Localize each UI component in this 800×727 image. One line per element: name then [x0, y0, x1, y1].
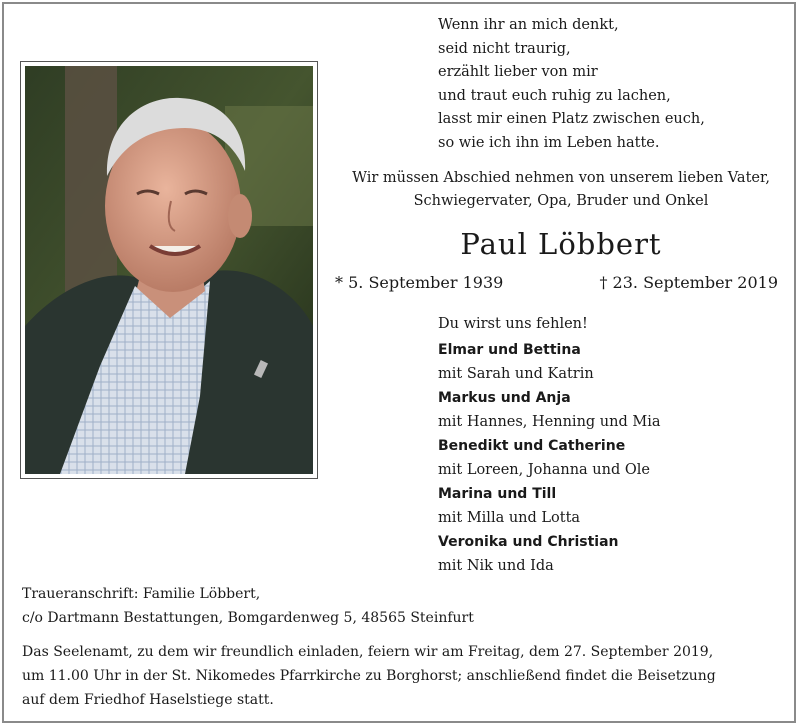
children-names: mit Sarah und Katrin: [438, 366, 594, 382]
family-group: [438, 386, 661, 434]
portrait-frame: [20, 61, 318, 479]
family-group: [438, 338, 661, 386]
poem-line: lasst mir einen Platz zwischen euch,: [438, 111, 705, 127]
service-line: um 11.00 Uhr in der St. Nikomedes Pfarrkirche zu Borghorst; anschließend findet die Beisetzung: [22, 668, 716, 684]
service-announcement: [22, 640, 782, 712]
children-names: mit Hannes, Henning und Mia: [438, 414, 661, 430]
intro-line: Wir müssen Abschied nehmen von unserem lieben Vater,: [352, 170, 770, 186]
death-date: † 23. September 2019: [599, 273, 778, 292]
service-line: auf dem Friedhof Haselstiege statt.: [22, 692, 274, 708]
intro-line: Schwiegervater, Opa, Bruder und Onkel: [413, 193, 709, 209]
poem: [438, 14, 705, 155]
poem-line: seid nicht traurig,: [438, 40, 571, 57]
couple-names: Benedikt und Catherine: [438, 438, 626, 454]
farewell-line: Du wirst uns fehlen!: [438, 316, 588, 332]
couple-names: Marina und Till: [438, 486, 557, 502]
poem-line: so wie ich ihn im Leben hatte.: [438, 134, 660, 151]
couple-names: Veronika und Christian: [438, 534, 619, 550]
service-line: Das Seelenamt, zu dem wir freundlich einladen, feiern wir am Freitag, dem 27. September 2019,: [22, 644, 714, 660]
children-names: mit Loreen, Johanna und Ole: [438, 462, 650, 478]
family-list: [438, 312, 661, 578]
family-group: [438, 482, 661, 530]
deceased-name: Paul Löbbert: [460, 227, 662, 261]
children-names: mit Nik und Ida: [438, 558, 554, 574]
birth-date: * 5. September 1939: [335, 273, 504, 292]
poem-line: Wenn ihr an mich denkt,: [438, 17, 619, 33]
mourning-address: [22, 582, 474, 630]
intro-text: [330, 167, 792, 213]
children-names: mit Milla und Lotta: [438, 510, 581, 526]
portrait-photo: [25, 66, 313, 474]
family-group: [438, 434, 661, 482]
family-group: [438, 530, 661, 578]
address-line: c/o Dartmann Bestattungen, Bomgardenweg 5, 48565 Steinfurt: [22, 610, 474, 626]
poem-line: und traut euch ruhig zu lachen,: [438, 87, 671, 104]
couple-names: Markus und Anja: [438, 390, 571, 406]
poem-line: erzählt lieber von mir: [438, 64, 598, 80]
couple-names: Elmar und Bettina: [438, 342, 581, 358]
address-line: Traueranschrift: Familie Löbbert,: [22, 586, 261, 602]
